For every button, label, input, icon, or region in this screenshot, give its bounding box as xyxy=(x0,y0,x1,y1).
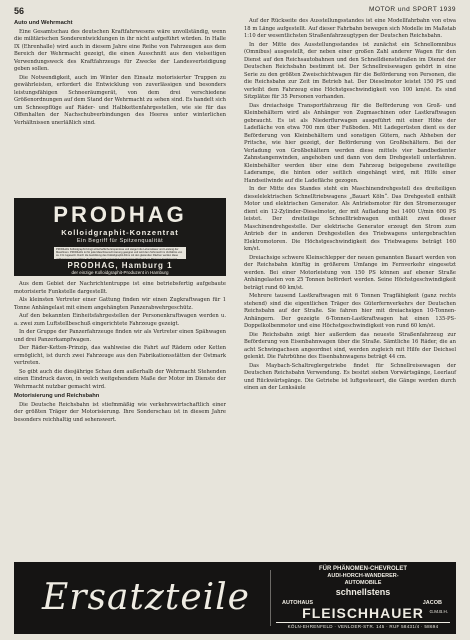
paragraph: Die Reichsbahn zeigt hier außerdem das neueste Straßenfahrzeug zur Beförderung von Eisenbahnwagen über die Straße. Sämtliche 16 Räder, die an acht Schwingachsen angeordnet sind, werden zugleich mit Hilfe der Deichsel gelenkt. Die Fahrbühne des Eisenbahnwagens beträgt 44 cm. xyxy=(244,331,456,360)
ad-company-name: FLEISCHHAUER xyxy=(302,605,424,621)
ersatzteile-advertisement xyxy=(14,562,456,634)
heading-motorisierung-reichsbahn: Motorisierung und Reichsbahn xyxy=(14,393,100,399)
left-column-top xyxy=(14,18,226,128)
ad-gmbh: G.M.B.H. xyxy=(429,609,448,614)
right-column xyxy=(244,18,456,394)
ad-makers-line: AUDI-HORCH-WANDERER- xyxy=(327,573,399,579)
ad-divider xyxy=(270,570,271,626)
paragraph: Der Räder-Ketten-Prinzip, das wahlweise die Fahrt auf Rädern oder Ketten ermöglicht, ist durch zwei Fahrzeuge aus den Fabrikationsstätten der Ostmark vertreten. xyxy=(14,345,226,366)
prodhag-producer: der einzige Kolloidgraphit-Produzent in Hamburg xyxy=(71,270,169,275)
prodhag-subtitle: Kolloidgraphit-Konzentrat xyxy=(61,228,179,237)
prodhag-tagline: Ein Begriff für Spitzenqualität xyxy=(76,238,164,244)
ad-delivery-line: schnellstens xyxy=(335,587,391,597)
ad-company-row xyxy=(276,598,450,621)
paragraph: Dreiachsige schwere Kleinschlepper der neuen genannten Bauart werden von der Reichsbahn künftig in größerem Umfange im Fernverkehr eingesetzt werden. Bei einer Motorleistung von 150 PS können auf ebener Straße Anhängelasten von 25 Tonnen befördert werden. Seine Höchstgeschwindigkeit beträgt rund 60 km/st. xyxy=(244,254,456,291)
paragraph: Mehrere tausend Lastkraftwagen mit 6 Tonnen Tragfähigkeit (ganz rechts stehend) sind die eigentlichen Träger des Güterfernverkehrs der Deutschen Reichsbahn auf der Straße. Sie fahren hier mit dreiachsigen 10-Tonnen-Anhängern. Der gezeigte 6-Tonnen-Lastkraftwagen hat einen 135-PS-Doppelkolbenmotor und eine Höchstgeschwindigkeit von rund 60 km/st. xyxy=(244,293,456,329)
prodhag-advertisement xyxy=(14,198,226,276)
paragraph: In der Gruppe der Panzerfahrzeuge finden wir als Vertreter einen Spähwagen und drei Panzerkampfwagen. xyxy=(14,329,226,343)
prodhag-info-box: PRODHAG Kolloidgraphit bringt wirtschaftliche Ersparnisse und steigert die Lebensdauer und Leistung der Maschinen. PRODHAG ist für jede Maschinenschmierung geeignet und wird dem Schmieröl im Verhältnis von ca. 1% zugesetzt. Durch die Ausbildung des Kolloidgraphit-Films mit den gleitenden Flächen werden diese vollkommen ausgeglättet, die Reibung stark vermindert und der Verschleiß auf ein Minimum herabgesetzt. xyxy=(54,247,186,259)
paragraph: Eine Gesamtschau des deutschen Kraftfahrwesens wäre unvollständig, wenn die militärischen Sonderentwicklungen in ihr nicht aufgeführt würden. In Halle IX (Ehrenhalle) wird auch in diesem Jahre eine Reihe von Fahrzeugen aus dem Bereich der Wehrmacht gezeigt, die einen Ausschnitt aus den vielseitigen Verwendungsweck des Kraftfahrzeugs für Zwecke der Landesverteidigung geben sollen. xyxy=(14,28,226,72)
ad-automobile-line: AUTOMOBILE xyxy=(344,580,382,586)
prodhag-brand: PRODHAG xyxy=(53,202,187,227)
paragraph: In der Mitte des Ausstellungsstandes ist zunächst ein Schnellomnibus (Omnibus) ausgestellt, der neben einer großen Zahl anderer Wagen für den Dienst auf den Reichsautobahnen und den Schnelldienststraßen im Dienst der Deutschen Reichsbahn bestimmt ist. Der Schnellreisewagen gehört in eine Serie zu den größten Zweischichtwagen für die Beförderung von Personen, die die Reichsbahn zur Zeit im Betrieb hat. Der Dieselmotor leistet 150 PS und verleiht dem Fahrzeug eine Höchstgeschwindigkeit von 100 km/st. Es sind Sitzplätze für 35 Personen vorhanden. xyxy=(244,41,456,100)
paragraph: Das dreiachsige Transportfahrzeug für die Beförderung von Groß- und Kleinbehältern wird als Anhänger von Zugmaschinen oder Lastkraftwagen gebraucht. Es ist als Niederflurwagen ausgeführt mit einer Höhe der Ladefläche von etwa 700 mm über Fußboden. Mit Ladegerüsten dient es der Beförderung von Kleinbehältern und sonstigen Gütern, nach Abheben der Pritsche, wie hier gezeigt, der Beförderung von Großbehältern. Bei der Verladung von Großbehältern werden diese mittels vier bandbedienter Zahnstangenwinden, angehoben und dann von dem Drehgestell unterfahren. Kleinbehälter werden über eine dem Fahrzeug beigegebene zweiteilige Laderampe, die hinten oder seitlich eingehängt wird, mit Hilfe einer Handseilwinde auf die Ladefläche gezogen. xyxy=(244,102,456,184)
paragraph: So gibt auch die diesjährige Schau dem außerhalb der Wehrmacht Stehenden einen Eindruck davon, in welch weitgehendem Maße der Motor im Dienste der Wehrmacht nutzbar gemacht wird. xyxy=(14,368,226,390)
running-head: MOTOR und SPORT 1939 xyxy=(369,6,456,13)
paragraph: Die Deutsche Reichsbahn ist stiefmmäßig wie verkehrswirtschaftlich einer der größten Träger der Motorisierung. Ihre Sonderschau ist in diesem Jahre besonders reichhaltig und sehenswert. xyxy=(14,401,226,423)
paragraph: Als kleinsten Vertreter einer Gattung finden wir einen Zugkraftwagen für 1 Tonne Anhängelast mit einem angehängten Panzerabwehrgeschütz. xyxy=(14,297,226,311)
page-number: 56 xyxy=(14,6,25,16)
ad-brands-line: FÜR PHÄNOMEN-CHEVROLET xyxy=(319,566,407,572)
ad-address: KÖLN-EHRENFELD · VENLOER-STR. 145 · RUF 58431/4 · 58694 xyxy=(276,622,450,630)
ad-autohaus: AUTOHAUS xyxy=(282,600,314,606)
ersatzteile-script-title: Ersatzteile xyxy=(42,577,250,618)
prodhag-location: PRODHAG, Hamburg 1 xyxy=(67,261,173,270)
paragraph: Aus dem Gebiet der Nachrichtentruppe ist eine betriebsfertig aufgebaute motorisierte Funkstelle dargestellt. xyxy=(14,281,226,295)
heading-auto-wehrmacht: Auto und Wehrmacht xyxy=(14,20,73,26)
ersatzteile-dealer-block xyxy=(276,566,450,630)
paragraph: Die Notwendigkeit, auch im Winter den Einsatz motorisierter Truppen zu gewährleisten, erfordert die Entwicklung von zuverlässigen und besonders leistungsfähigen Schneeräumgerät, von dem drei verschiedene Größenordnungen auf dem Stand der Wehrmacht zu sehen sind. Es handelt sich um Schneepflüge auf Räder- und Halbkettenfahrgestellen, wie sie für das Offenhalten der Nachschubverbindungen des Heeres unter winterlichen Verhältnissen unerläßlich sind. xyxy=(14,74,226,126)
page-header xyxy=(14,6,456,18)
paragraph: Auf der Rückseite des Ausstellungsstandes ist eine Modellfahrbahn von etwa 18 m Länge aufgestellt. Auf dieser Fahrbahn bewegen sich Modelle im Maßstab 1:10 der wesentlichsten Straßenfahrzeugtypen der Deutschen Reichsbahn. xyxy=(244,18,456,39)
ad-jacob: JACOB xyxy=(422,600,442,606)
left-column-bottom xyxy=(14,281,226,425)
paragraph: In der Mitte des Standes steht ein Maschinendrehgestell des dreiteiligen dieselelektrischen Schnelltriebwagens „Bauart Köln“. Das Drehgestell enthält Motor und elektrischen Generator. Als Antriebsmotor für den Stromerzeuger dient ein 12-Zylinder-Dieselmotor, der mit Aufladung bei 1400 U/min 600 PS leistet. Der dreiteilige Schnelltriebwagen enthält zwei dieser Maschinendrehgestelle. Der elektrische Generator erzeugt den Strom zum Antrieb der in anderen Drehgestellen des Triebwagens untergebrachten Elektromotoren. Die Höchstgeschwindigkeit des Triebwagens beträgt 160 km/st. xyxy=(244,186,456,252)
paragraph: Auf den bekannten Einheitsfahrgestellen der Personenkraftwagen werden u. a. zwei zum Luftstellbeschuß eingerichtete Fahrzeuge gezeigt. xyxy=(14,313,226,327)
paragraph: Das Maybach-Schaltreglergetriebe findet für Schnellreisewagen der Deutschen Reichsbahn Verwendung. Es besitzt sieben Vorwärtsgänge, Leerlauf und Rückwärtsgänge. Die Getriebe ist luftgesteuert, die Gänge werden durch einen an der Lenksäule xyxy=(244,362,456,391)
